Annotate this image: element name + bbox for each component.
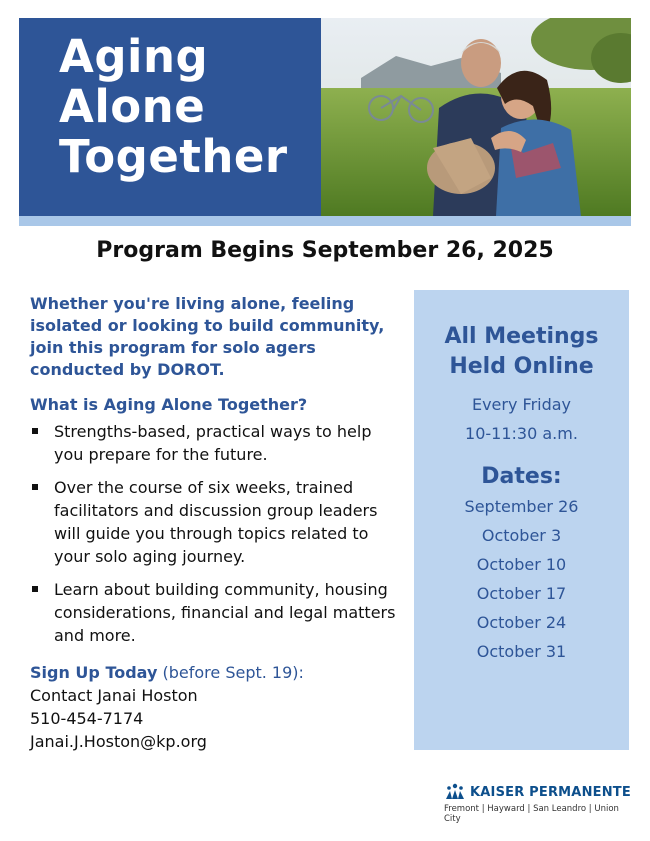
signup-deadline: (before Sept. 19): <box>162 663 304 682</box>
list-item-text: Over the course of six weeks, trained facilitators and discussion group leaders will guide you through topics related to your solo aging journey. <box>54 478 378 566</box>
list-item <box>30 578 400 647</box>
date-item: October 10 <box>476 555 567 574</box>
left-column <box>30 293 400 753</box>
panel-heading-line-1: All Meetings <box>444 324 599 349</box>
feature-list <box>30 420 400 647</box>
couple-outdoors-photo <box>321 18 631 216</box>
list-item <box>30 420 400 466</box>
meeting-info-panel <box>414 290 629 750</box>
title-block <box>19 18 321 216</box>
header-banner <box>19 18 631 216</box>
title-line-3: Together <box>59 130 288 183</box>
date-item: October 24 <box>476 613 567 632</box>
kaiser-permanente-logo <box>444 783 634 824</box>
bullet-square-icon <box>32 428 38 434</box>
panel-heading <box>414 322 629 382</box>
list-item-text: Strengths-based, practical ways to help you prepare for the future. <box>54 422 372 464</box>
kaiser-permanente-logo-icon <box>444 783 466 801</box>
dates-list <box>414 492 629 666</box>
signup-line <box>30 661 400 684</box>
title-line-2: Alone <box>59 80 206 133</box>
list-item <box>30 476 400 568</box>
brand-name: KAISER PERMANENTE <box>470 784 631 800</box>
contact-email: Janai.J.Hoston@kp.org <box>30 732 207 751</box>
date-item: October 17 <box>476 584 567 603</box>
meeting-day: Every Friday <box>471 395 572 414</box>
contact-name: Contact Janai Hoston <box>30 686 198 705</box>
title-line-1: Aging <box>59 30 209 83</box>
panel-heading-line-2: Held Online <box>449 354 594 379</box>
intro-text: Whether you're living alone, feeling isolated or looking to build community, join this program for solo agers conducted by DOROT. <box>30 294 385 379</box>
date-item: September 26 <box>464 497 579 516</box>
brand-locations: Fremont | Hayward | San Leandro | Union City <box>444 804 619 824</box>
program-start-heading: Program Begins September 26, 2025 <box>96 238 554 263</box>
what-heading: What is Aging Alone Together? <box>30 395 308 414</box>
signup-label: Sign Up Today <box>30 663 158 682</box>
list-item-text: Learn about building community, housing considerations, financial and legal matters and more. <box>54 580 396 645</box>
meeting-schedule <box>414 390 629 448</box>
meeting-time: 10-11:30 a.m. <box>465 424 578 443</box>
bullet-square-icon <box>32 484 38 490</box>
bullet-square-icon <box>32 586 38 592</box>
date-item: October 3 <box>481 526 562 545</box>
date-item: October 31 <box>476 642 567 661</box>
contact-phone: 510-454-7174 <box>30 709 144 728</box>
banner-stripe <box>19 216 631 226</box>
dates-heading: Dates: <box>481 464 562 489</box>
